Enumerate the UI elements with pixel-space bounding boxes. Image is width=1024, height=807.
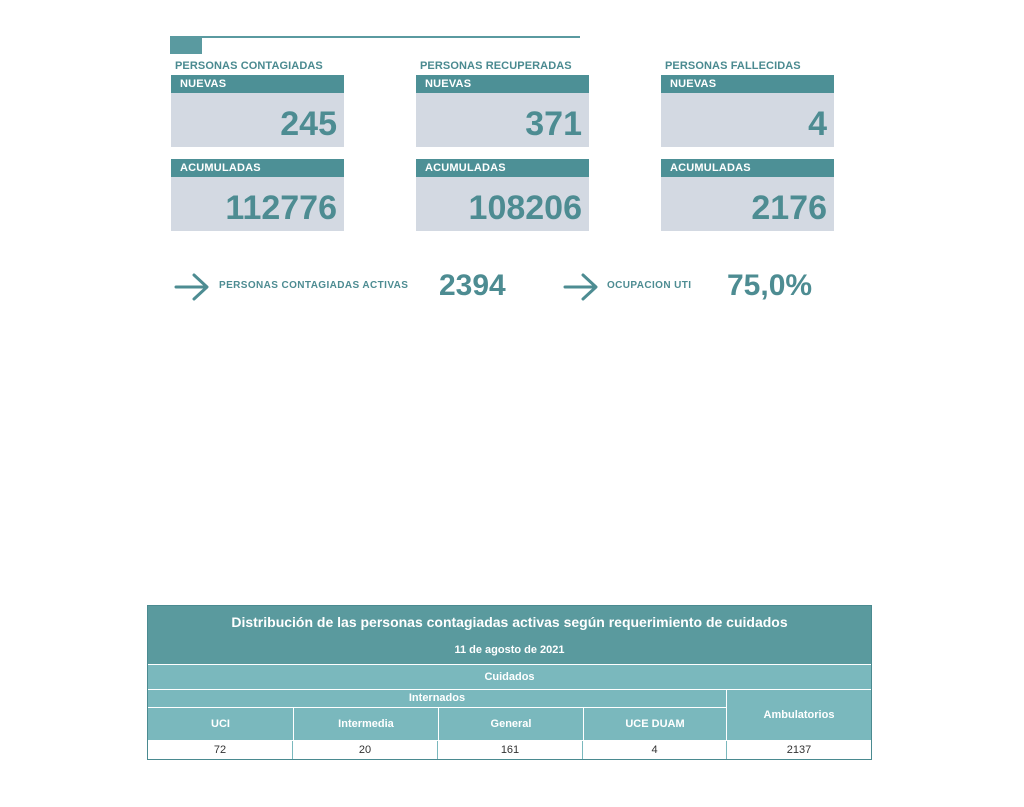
col-uce-duam: UCE DUAM [584, 708, 726, 740]
group-header: Cuidados [148, 665, 871, 689]
new-label: NUEVAS [416, 75, 589, 93]
table-date: 11 de agosto de 2021 [454, 644, 565, 656]
acc-box [171, 159, 344, 231]
arrow-right-icon [563, 272, 599, 302]
col-intermedia: Intermedia [294, 708, 438, 740]
new-value: 245 [280, 105, 337, 143]
new-box [416, 75, 589, 147]
acc-value: 112776 [225, 189, 337, 227]
new-box [661, 75, 834, 147]
value-uce-duam: 4 [583, 741, 727, 759]
header-tab [170, 38, 202, 54]
acc-label: ACUMULADAS [171, 159, 344, 177]
card-title: PERSONAS RECUPERADAS [420, 60, 572, 72]
card-title: PERSONAS CONTAGIADAS [175, 60, 323, 72]
col-general: General [439, 708, 583, 740]
table-header [148, 606, 871, 664]
card-recuperadas [416, 60, 589, 230]
value-general: 161 [438, 741, 583, 759]
subgroup-header: Internados [148, 690, 726, 707]
table-title: Distribución de las personas contagiadas activas según requerimiento de cuidados [231, 614, 788, 630]
care-distribution-table [147, 605, 872, 760]
card-fallecidas [661, 60, 834, 230]
col-uci: UCI [148, 708, 293, 740]
new-value: 371 [525, 105, 582, 143]
new-label: NUEVAS [661, 75, 834, 93]
acc-value: 2176 [751, 189, 827, 227]
uti-label: OCUPACION UTI [607, 280, 692, 291]
acc-label: ACUMULADAS [416, 159, 589, 177]
col-ambulatorios: Ambulatorios [727, 690, 871, 740]
value-intermedia: 20 [293, 741, 438, 759]
acc-box [661, 159, 834, 231]
active-value: 2394 [439, 269, 506, 302]
new-box [171, 75, 344, 147]
active-label: PERSONAS CONTAGIADAS ACTIVAS [219, 280, 409, 291]
acc-label: ACUMULADAS [661, 159, 834, 177]
arrow-right-icon [174, 272, 210, 302]
new-label: NUEVAS [171, 75, 344, 93]
value-ambulatorios: 2137 [786, 744, 812, 756]
new-value: 4 [808, 105, 827, 143]
card-contagiadas [171, 60, 344, 230]
acc-value: 108206 [468, 189, 582, 227]
header-rule [170, 36, 580, 38]
acc-box [416, 159, 589, 231]
card-title: PERSONAS FALLECIDAS [665, 60, 801, 72]
value-uci: 72 [148, 741, 293, 759]
uti-value: 75,0% [727, 269, 813, 302]
